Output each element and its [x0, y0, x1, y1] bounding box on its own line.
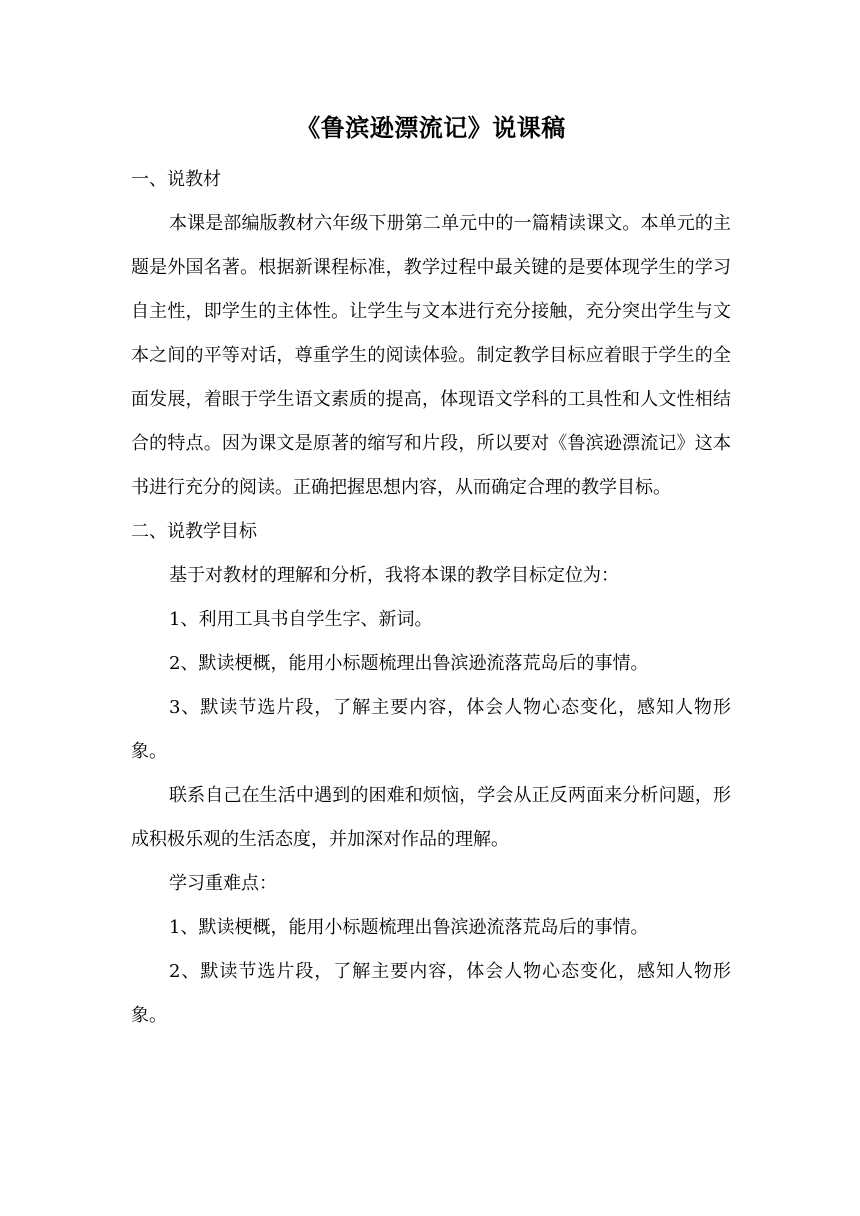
objective-item-4: 联系自己在生活中遇到的困难和烦恼，学会从正反两面来分析问题，形成积极乐观的生活态度，并加深对作品的理解。	[131, 785, 731, 850]
document-title: 《鲁滨逊漂流记》说课稿	[296, 113, 566, 142]
objective-item-3: 3、默读节选片段，了解主要内容，体会人物心态变化，感知人物形象。	[131, 697, 731, 762]
paragraph-objectives-intro: 基于对教材的理解和分析，我将本课的教学目标定位为：	[169, 565, 619, 586]
objective-item-2: 2、默读梗概，能用小标题梳理出鲁滨逊流落荒岛后的事情。	[169, 653, 649, 674]
key-point-item-2: 2、默读节选片段，了解主要内容，体会人物心态变化，感知人物形象。	[131, 961, 731, 1026]
document-body	[131, 108, 731, 1038]
section-heading-objectives: 二、说教学目标	[131, 521, 257, 542]
key-point-item-1: 1、默读梗概，能用小标题梳理出鲁滨逊流落荒岛后的事情。	[169, 917, 649, 938]
objective-item-1: 1、利用工具书自学生字、新词。	[169, 609, 433, 630]
paragraph-textbook-analysis: 本课是部编版教材六年级下册第二单元中的一篇精读课文。本单元的主题是外国名著。根据新课程标准，教学过程中最关键的是要体现学生的学习自主性，即学生的主体性。让学生与文本进行充分接触，充分突出学生与文本之间的平等对话，尊重学生的阅读体验。制定教学目标应着眼于学生的全面发展，着眼于学生语文素质的提高，体现语文学科的工具性和人文性相结合的特点。因为课文是原著的缩写和片段，所以要对《鲁滨逊漂流记》这本书进行充分的阅读。正确把握思想内容，从而确定合理的教学目标。	[131, 213, 731, 498]
key-points-label: 学习重难点：	[169, 873, 277, 894]
section-heading-textbook: 一、说教材	[131, 169, 221, 190]
